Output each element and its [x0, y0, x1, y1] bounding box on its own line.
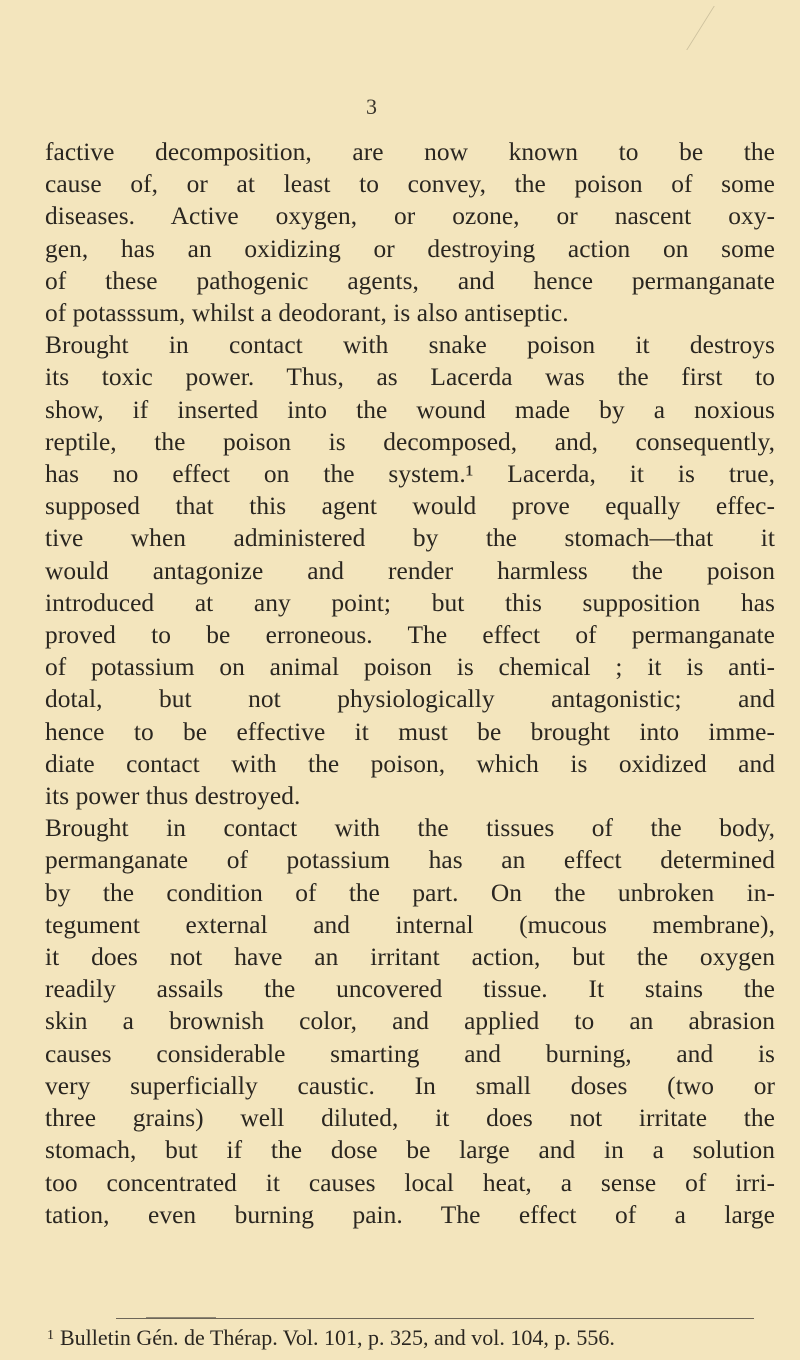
text-line-24: by the condition of the part. On the unbroken in- [45, 878, 775, 907]
text-line-17: of potassium on animal poison is chemical ; it is anti- [45, 653, 775, 682]
text-line-23: permanganate of potassium has an effect determined [45, 846, 775, 875]
body-text [45, 136, 775, 1231]
text-line-32: stomach, but if the dose be large and in a solution [45, 1136, 775, 1165]
text-line-29: causes considerable smarting and burning, and is [45, 1039, 775, 1068]
footnote [47, 1323, 759, 1351]
text-line-33: too concentrated it causes local heat, a sense of irri- [45, 1168, 775, 1197]
text-line-1: factive decomposition, are now known to be the [45, 138, 775, 166]
text-line-21: its power thus destroyed. [45, 782, 301, 811]
page-corner-mark [648, 6, 714, 50]
text-line-5: of these pathogenic agents, and hence permanganate [45, 266, 775, 295]
text-line-26: it does not have an irritant action, but the oxygen [45, 943, 775, 972]
text-line-2: cause of, or at least to convey, the poison of some [45, 170, 775, 199]
text-line-34: tation, even burning pain. The effect of a large [45, 1200, 775, 1229]
text-line-3: diseases. Active oxygen, or ozone, or nascent oxy- [45, 202, 775, 231]
text-line-27: readily assails the uncovered tissue. It stains the [45, 975, 775, 1004]
text-line-10: reptile, the poison is decomposed, and, consequently, [45, 427, 775, 456]
text-line-14: would antagonize and render harmless the poison [45, 556, 775, 585]
footnote-text: Bulletin Gén. de Thérap. Vol. 101, p. 325, and vol. 104, p. 556. [60, 1325, 615, 1350]
footnote-divider [116, 1318, 754, 1319]
text-line-4: gen, has an oxidizing or destroying action on some [45, 234, 775, 263]
text-line-8: its toxic power. Thus, as Lacerda was the first to [45, 363, 775, 392]
text-line-9: show, if inserted into the wound made by a noxious [45, 395, 775, 424]
text-line-13: tive when administered by the stomach—that it [45, 524, 775, 553]
text-line-7: Brought in contact with snake poison it destroys [45, 331, 775, 360]
text-line-6: of potasssum, whilst a deodorant, is also antiseptic. [45, 299, 569, 328]
page-number: 3 [366, 94, 377, 119]
text-line-15: introduced at any point; but this supposition has [45, 588, 775, 617]
text-line-20: diate contact with the poison, which is oxidized and [45, 749, 775, 778]
text-line-12: supposed that this agent would prove equally effec- [45, 492, 775, 521]
text-line-25: tegument external and internal (mucous membrane), [45, 910, 775, 939]
text-line-30: very superficially caustic. In small doses (two or [45, 1071, 775, 1100]
text-line-11: has no effect on the system.¹ Lacerda, it is true, [45, 460, 775, 489]
text-line-28: skin a brownish color, and applied to an abrasion [45, 1007, 775, 1036]
text-line-16: proved to be erroneous. The effect of permanganate [45, 621, 775, 650]
text-line-18: dotal, but not physiologically antagonistic; and [45, 685, 775, 714]
text-line-19: hence to be effective it must be brought into imme- [45, 717, 775, 746]
text-line-31: three grains) well diluted, it does not irritate the [45, 1104, 775, 1133]
text-line-22: Brought in contact with the tissues of the body, [45, 814, 775, 843]
footnote-marker: 1 [47, 1328, 54, 1343]
